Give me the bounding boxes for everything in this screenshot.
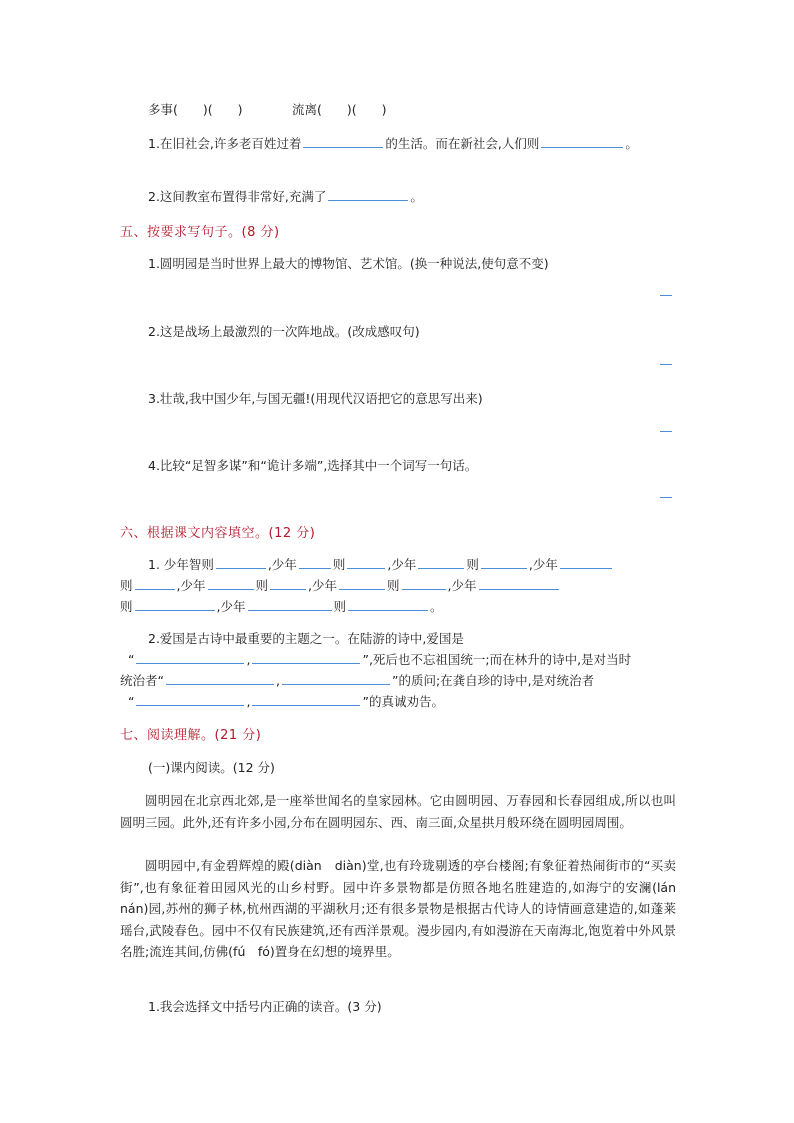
word-pair-2: 流离( )( ) xyxy=(292,102,387,117)
answer-blank[interactable] xyxy=(541,135,623,148)
shao-nian: ,少年 xyxy=(176,578,206,593)
section7-heading: 七、阅读理解。(21 分) xyxy=(120,728,262,743)
shao-nian: ,少年 xyxy=(216,599,246,614)
section6-heading: 六、根据课文内容填空。(12 分) xyxy=(120,526,316,541)
ze: 则 xyxy=(387,578,400,593)
s5-item-4: 4.比较“足智多谋”和“诡计多端”,选择其中一个词写一句话。 xyxy=(148,458,478,473)
answer-blank[interactable] xyxy=(479,577,559,590)
s6-q1-intro: 1. 少年智则 xyxy=(148,557,214,572)
answer-blank[interactable] xyxy=(248,598,332,611)
close-quote: ” xyxy=(362,652,369,667)
shao-nian: ,少年 xyxy=(308,578,337,593)
answer-blank[interactable] xyxy=(136,693,244,706)
shao-nian: ,少年 xyxy=(447,578,477,593)
s6-q2-line3 xyxy=(120,671,594,689)
s6-q2-line2-text: ,死后也不忘祖国统一;而在林升的诗中,是对当时 xyxy=(368,652,632,667)
answer-blank[interactable] xyxy=(270,577,306,590)
ze: 则 xyxy=(333,599,347,614)
answer-blank[interactable] xyxy=(560,556,612,569)
comma: , xyxy=(275,673,280,688)
answer-blank[interactable] xyxy=(136,651,244,664)
reading-paragraph-2: 圆明园中,有金碧辉煌的殿(diàn diàn)堂,也有玲珑剔透的亭台楼阁;有象征着热闹街市的“买卖街”,也有象征着田园风光的山乡村野。园中许多景物都是仿照各地名胜建造的,如海宁的安澜(lán nán)园,苏州的狮子林,杭州西湖的平湖秋月;还有很多景物是根据古代诗人的诗情画意建造的,如蓬莱瑶台,武陵春色。园中不仅有民族建筑,还有西洋景观。漫步园内,有如漫游在天南海北,饱览着中外风景名胜;流连其间,仿佛(fú fó)置身在幻想的境界里。 xyxy=(120,858,689,959)
period: 。 xyxy=(625,136,638,151)
answer-blank[interactable] xyxy=(252,651,360,664)
answer-blank[interactable] xyxy=(135,598,215,611)
s6-q2-line4-text: ”的真诚劝告。 xyxy=(362,694,444,709)
reading-paragraph-1: 圆明园在北京西北郊,是一座举世闻名的皇家园林。它由圆明园、万春园和长春园组成,所以也叫圆明三园。此外,还有许多小园,分布在圆明园东、西、南三面,众星拱月般环绕在圆明园周围。 xyxy=(120,793,676,830)
answer-line-end[interactable] xyxy=(660,497,672,498)
shao-nian: ,少年 xyxy=(528,557,558,572)
s4-q1-text-b: 的生活。而在新社会,人们则 xyxy=(385,136,540,151)
ze: 则 xyxy=(255,578,269,593)
s4-q1-text-a: 1.在旧社会,许多老百姓过着 xyxy=(148,136,302,151)
answer-blank[interactable] xyxy=(303,135,383,148)
answer-blank[interactable] xyxy=(208,577,254,590)
s6-q2-line4 xyxy=(128,692,444,710)
period: 。 xyxy=(410,189,423,204)
answer-blank[interactable] xyxy=(216,556,266,569)
answer-blank[interactable] xyxy=(135,577,175,590)
s5-item-1: 1.圆明园是当时世界上最大的博物馆、艺术馆。(换一种说法,使句意不变) xyxy=(148,256,549,271)
s6-q2-line1: 2.爱国是古诗中最重要的主题之一。在陆游的诗中,爱国是 xyxy=(148,631,464,646)
s6-q1-line2 xyxy=(120,576,561,594)
open-quote: “ xyxy=(128,694,135,709)
answer-blank[interactable] xyxy=(282,672,390,685)
ze: 则 xyxy=(120,599,133,614)
answer-blank[interactable] xyxy=(339,577,385,590)
answer-line-end[interactable] xyxy=(660,431,672,432)
comma: , xyxy=(246,694,251,709)
answer-blank[interactable] xyxy=(166,672,274,685)
answer-line-end[interactable] xyxy=(660,295,672,296)
answer-line-end[interactable] xyxy=(660,364,672,365)
section5-heading: 五、按要求写句子。(8 分) xyxy=(120,225,280,240)
s7-sub-heading: (一)课内阅读。(12 分) xyxy=(148,760,275,775)
answer-blank[interactable] xyxy=(299,556,331,569)
shao-nian: ,少年 xyxy=(267,557,297,572)
s4-q1 xyxy=(148,134,638,152)
s7-q1: 1.我会选择文中括号内正确的读音。(3 分) xyxy=(148,999,382,1014)
answer-blank[interactable] xyxy=(481,556,527,569)
s6-q2-line2 xyxy=(128,650,631,668)
shao-nian: ,少年 xyxy=(387,557,417,572)
s5-item-2: 2.这是战场上最激烈的一次阵地战。(改成感叹句) xyxy=(148,324,420,339)
ze: 则 xyxy=(120,578,133,593)
s4-q2 xyxy=(148,187,423,205)
s5-item-3: 3.壮哉,我中国少年,与国无疆!(用现代汉语把它的意思写出来) xyxy=(148,391,483,406)
s4-q2-text: 2.这间教室布置得非常好,充满了 xyxy=(148,189,327,204)
answer-blank[interactable] xyxy=(328,188,408,201)
answer-blank[interactable] xyxy=(252,693,360,706)
s6-q1-line1 xyxy=(148,555,614,573)
s6-q2-line3-text-b: ”的质问;在龚自珍的诗中,是对统治者 xyxy=(391,673,595,688)
s6-q2-line3-text-a: 统治者“ xyxy=(120,673,164,688)
word-pair-1: 多事( )( ) xyxy=(148,102,243,117)
answer-blank[interactable] xyxy=(418,556,464,569)
open-quote: “ xyxy=(128,652,135,667)
comma: , xyxy=(246,652,251,667)
answer-blank[interactable] xyxy=(402,577,446,590)
s6-q1-line3 xyxy=(120,597,443,615)
answer-blank[interactable] xyxy=(347,556,385,569)
ze: 则 xyxy=(466,557,479,572)
answer-blank[interactable] xyxy=(348,598,428,611)
period: 。 xyxy=(430,599,443,614)
ze: 则 xyxy=(332,557,346,572)
